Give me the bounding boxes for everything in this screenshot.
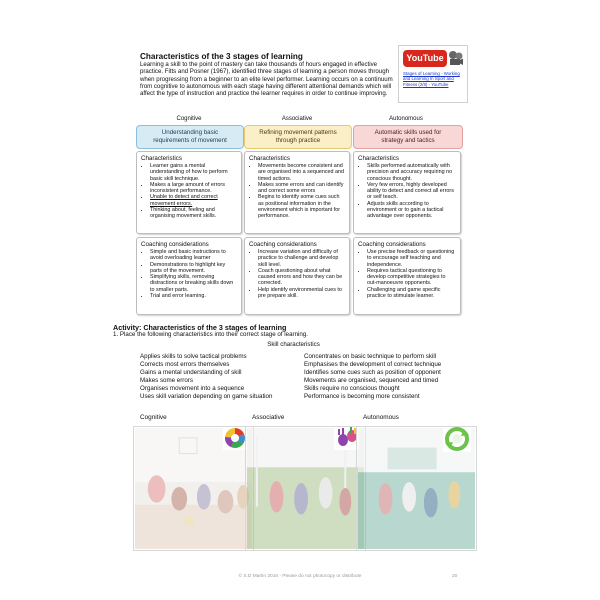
list-item: • Use precise feedback or questioning to encourage self teaching and independence. <box>367 249 456 268</box>
associative-characteristics <box>244 151 350 234</box>
skills-left-column <box>140 353 272 401</box>
list-item: • Coach questioning about what caused errors and how they can be corrected. <box>258 268 345 287</box>
panel-label-autonomous: Autonomous <box>363 414 399 421</box>
cell-heading: Coaching considerations <box>249 241 317 248</box>
list-item: • Adjusts skills according to environment or to gain a tactical advantage over opponents. <box>367 201 456 220</box>
list-item: • Trial and error learning. <box>150 293 237 299</box>
youtube-card[interactable] <box>398 45 468 103</box>
list-item: • Thinking about, feeling and organising movement skills. <box>150 207 237 220</box>
list-item[interactable]: Corrects most errors themselves <box>140 361 230 368</box>
column-header-autonomous: Autonomous <box>389 116 423 122</box>
cell-heading: Characteristics <box>141 155 182 162</box>
list-item[interactable]: Skills require no conscious thought <box>304 385 400 392</box>
column-header-associative: Associative <box>281 116 313 122</box>
recycle-arrows-icon <box>442 426 472 453</box>
associative-drop-panel[interactable] <box>245 426 366 551</box>
column-header-cognitive: Cognitive <box>176 116 202 122</box>
page-number: 20 <box>452 574 458 579</box>
activity-title: Activity: Characteristics of the 3 stages of learning <box>113 323 287 332</box>
list-item: • Movements become consistent and are organised into a sequenced and timed actions. <box>258 163 345 182</box>
list-item: • Simple and basic instructions to avoid overloading learner <box>150 249 237 262</box>
list-item[interactable]: Gains a mental understanding of skill <box>140 369 242 376</box>
list-item[interactable]: Organises movement into a sequence <box>140 385 245 392</box>
list-item: • Skills performed automatically with precision and accuracy requiring no conscious thought. <box>367 163 456 182</box>
list-item: • Challenging and game specific practice to stimulate learner. <box>367 287 456 300</box>
cognitive-coaching <box>136 237 242 315</box>
cell-heading: Coaching considerations <box>358 241 426 248</box>
list-item: • Requires tactical questioning to develop competitive strategies to out-manoeuvre opponents. <box>367 268 456 287</box>
autonomous-characteristics <box>353 151 461 234</box>
stage-summary-associative: Refining movement patterns through practice <box>244 125 352 149</box>
stage-summary-cognitive: Understanding basic requirements of movement <box>136 125 244 149</box>
autonomous-coaching <box>353 237 461 315</box>
list-item: • Unable to detect and correct movement errors. <box>150 194 237 207</box>
panel-label-associative: Associative <box>252 414 285 421</box>
activity-instruction: 1. Place the following characteristics into their correct stage of learning. <box>113 331 309 338</box>
list-item: • Demonstrations to highlight key parts of the movement. <box>150 262 237 275</box>
intro-paragraph: Learning a skill to the point of mastery can take thousands of hours engaged in effective practice. Fitts and Posner (1967), identified three stages of learning a person moves through when progressing from a beginner to an elite level performer. Learning occurs on a continuum from cognitive to autonomous with each stage having different attentional demands which will affect the type of instruction and practice the learner requires in order to continue improving. <box>140 61 393 98</box>
panel-label-cognitive: Cognitive <box>140 414 167 421</box>
cognitive-characteristics <box>136 151 242 234</box>
youtube-video-link[interactable]: Stages of Learning - Working and Learning In Sport and Fitness (2/8) - YouTube <box>403 71 460 87</box>
cell-heading: Coaching considerations <box>141 241 209 248</box>
list-item[interactable]: Performance is becoming more consistent <box>304 393 420 400</box>
list-item: • Makes some errors and can identify and correct some errors <box>258 182 345 195</box>
list-item: • Begins to identify some cues such as positional information in the environment which is important for performance. <box>258 194 345 219</box>
cell-heading: Characteristics <box>249 155 290 162</box>
youtube-logo: YouTube <box>403 50 447 67</box>
list-item[interactable]: Applies skills to solve tactical problems <box>140 353 247 360</box>
skill-characteristics-heading: Skill characteristics <box>267 341 320 348</box>
associative-coaching <box>244 237 350 315</box>
section-title: Characteristics of the 3 stages of learning <box>140 52 303 61</box>
list-item[interactable]: Emphasises the development of correct technique <box>304 361 442 368</box>
list-item: • Help identify environmental cues to pre prepare skill. <box>258 287 345 300</box>
list-item: • Simplifying skills, removing distractions or breaking skills down to smaller parts. <box>150 274 237 293</box>
list-item[interactable]: Concentrates on basic technique to perform skill <box>304 353 437 360</box>
list-item[interactable]: Makes some errors <box>140 377 193 384</box>
stage-summary-autonomous: Automatic skills used for strategy and tactics <box>353 125 463 149</box>
list-item: • Very few errors, highly developed ability to detect and correct all errors or self teach. <box>367 182 456 201</box>
film-reel-icon <box>448 50 463 67</box>
list-item[interactable]: Movements are organised, sequenced and timed <box>304 377 439 384</box>
list-item: • Makes a large amount of errors inconsistent performance. <box>150 182 237 195</box>
list-item[interactable]: Uses skill variation depending on game situation <box>140 393 273 400</box>
list-item[interactable]: Identifies some cues such as position of opponent <box>304 369 441 376</box>
skills-right-column <box>304 353 441 401</box>
footer-copyright: © S.D Martin 2016 - Please do not photocopy or distribute <box>238 574 362 579</box>
list-item: • Learner gains a mental understanding of how to perform basic skill technique. <box>150 163 237 182</box>
cell-heading: Characteristics <box>358 155 399 162</box>
list-item: • Increase variation and difficulty of practice to challenge and develop skill level. <box>258 249 345 268</box>
cognitive-drop-panel[interactable] <box>133 426 254 551</box>
autonomous-drop-panel[interactable] <box>356 426 477 551</box>
